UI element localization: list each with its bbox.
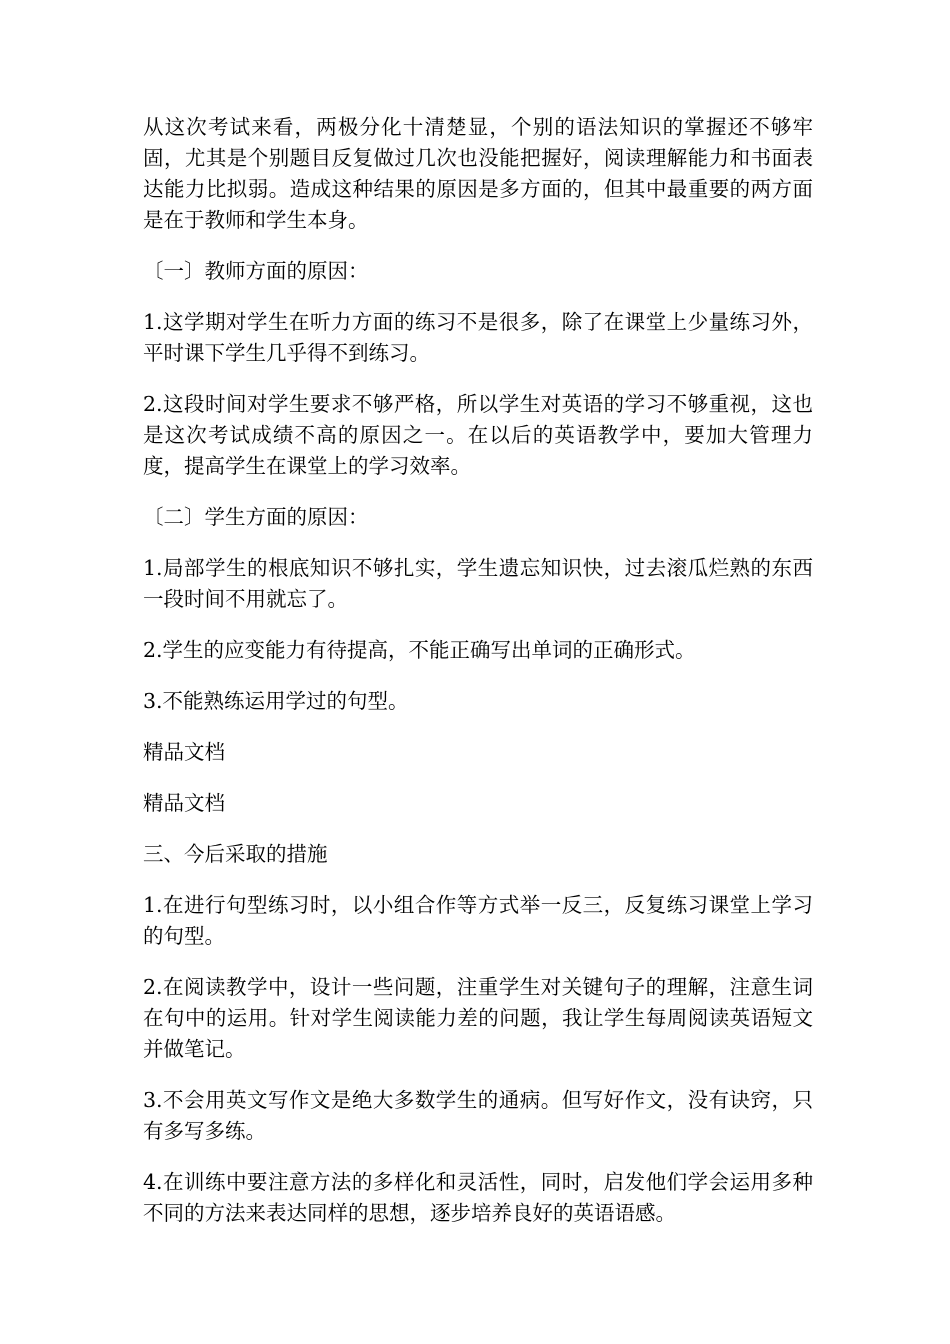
section-heading-teacher-reasons: 〔一〕教师方面的原因： (143, 259, 369, 283)
teacher-reason-1: 1.这学期对学生在听力方面的练习不是很多，除了在课堂上少量练习外，平时课下学生几乎得不到练习。 (143, 310, 813, 365)
student-reason-1: 1.局部学生的根底知识不够扎实，学生遗忘知识快，过去滚瓜烂熟的东西一段时间不用就忘了。 (143, 556, 813, 611)
measure-1: 1.在进行句型练习时，以小组合作等方式举一反三，反复练习课堂上学习的句型。 (143, 893, 813, 948)
watermark-text-2: 精品文档 (143, 791, 225, 815)
teacher-reason-2: 2.这段时间对学生要求不够严格，所以学生对英语的学习不够重视，这也是这次考试成绩不高的原因之一。在以后的英语教学中，要加大管理力度，提高学生在课堂上的学习效率。 (143, 392, 813, 478)
section-heading-measures: 三、今后采取的措施 (143, 842, 328, 866)
student-reason-2: 2.学生的应变能力有待提高，不能正确写出单词的正确形式。 (143, 638, 696, 662)
measure-2: 2.在阅读教学中，设计一些问题，注重学生对关键句子的理解，注意生词在句中的运用。针对学生阅读能力差的问题，我让学生每周阅读英语短文并做笔记。 (143, 975, 813, 1061)
measure-3: 3.不会用英文写作文是绝大多数学生的通病。但写好作文，没有诀窍，只有多写多练。 (143, 1088, 813, 1143)
section-heading-student-reasons: 〔二〕学生方面的原因： (143, 505, 369, 529)
watermark-text-1: 精品文档 (143, 740, 225, 764)
document-body (143, 112, 813, 1249)
measure-4: 4.在训练中要注意方法的多样化和灵活性，同时，启发他们学会运用多种不同的方法来表达同样的思想，逐步培养良好的英语语感。 (143, 1170, 813, 1225)
intro-paragraph: 从这次考试来看，两极分化十清楚显，个别的语法知识的掌握还不够牢固，尤其是个别题目反复做过几次也没能把握好，阅读理解能力和书面表达能力比拟弱。造成这种结果的原因是多方面的，但其中最重要的两方面是在于教师和学生本身。 (143, 115, 813, 232)
student-reason-3: 3.不能熟练运用学过的句型。 (143, 689, 409, 713)
